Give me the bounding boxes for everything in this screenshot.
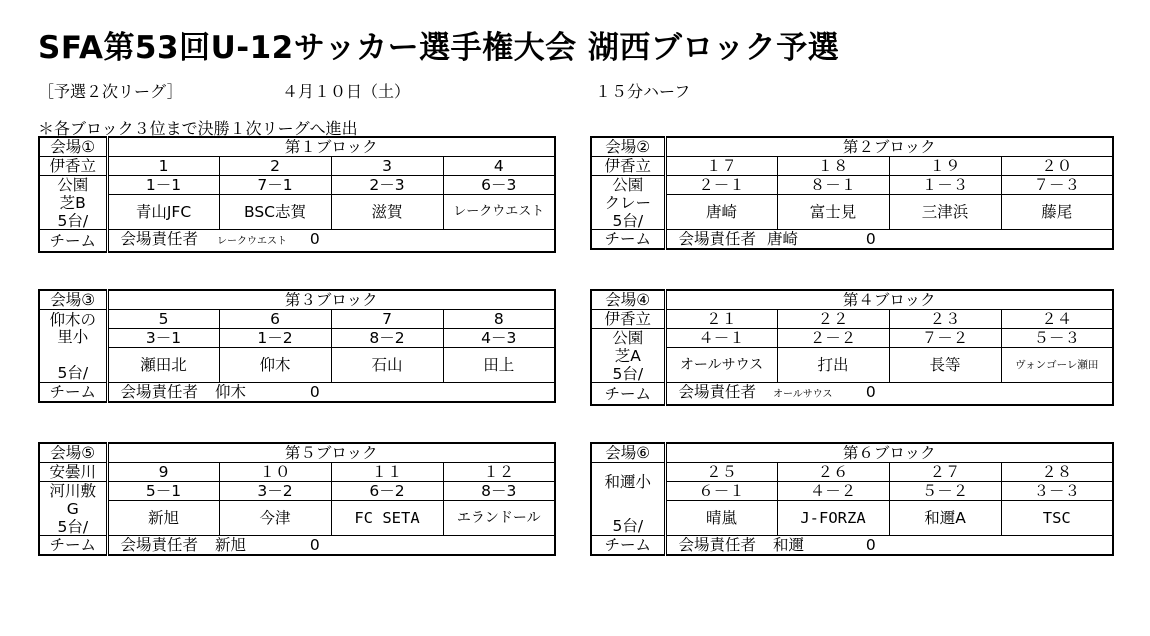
team-number: 1 — [107, 157, 219, 176]
capacity-label: 5台/ — [591, 501, 665, 536]
responsible-row — [107, 383, 555, 403]
venue-line: 仰木の — [49, 310, 96, 329]
venue-line: 伊香立 — [591, 310, 665, 329]
team-number: ２３ — [889, 310, 1001, 329]
team-record: ４－２ — [777, 482, 889, 501]
team-number: 5 — [107, 310, 219, 329]
block-1 — [38, 136, 556, 253]
responsible-row — [107, 536, 555, 556]
team-number: 4 — [443, 157, 555, 176]
team-name: 新旭 — [107, 501, 219, 536]
team-record: 3－2 — [219, 482, 331, 501]
team-label: チーム — [591, 230, 665, 250]
team-number: ２６ — [777, 463, 889, 482]
team-number: ２２ — [777, 310, 889, 329]
venue-line: 公園 — [39, 176, 107, 195]
team-number: ２５ — [665, 463, 777, 482]
team-name: 石山 — [331, 348, 443, 383]
venue-line: クレー — [604, 194, 651, 212]
team-name: FC SETA — [331, 501, 443, 536]
team-name: オールサウス — [665, 348, 777, 383]
responsible-label: 会場責任者 — [678, 536, 757, 554]
responsible-team: 新旭 — [214, 536, 246, 554]
responsible-count: 0 — [309, 536, 320, 554]
venue-line: 安曇川 — [39, 463, 107, 482]
team-label: チーム — [39, 230, 107, 253]
team-number: ２４ — [1001, 310, 1113, 329]
responsible-count: 0 — [865, 536, 876, 554]
responsible-count: 0 — [865, 383, 876, 401]
responsible-label: 会場責任者 — [678, 383, 757, 401]
team-number: ２８ — [1001, 463, 1113, 482]
team-number: 6 — [219, 310, 331, 329]
venue-number: 会場⑥ — [591, 443, 665, 463]
venue-line: 公園 — [591, 329, 665, 348]
venue-number: 会場④ — [591, 290, 665, 310]
responsible-row — [665, 383, 1113, 406]
team-label: チーム — [39, 536, 107, 556]
venue-line: 公園 — [591, 176, 665, 195]
venue-line: 芝A — [614, 347, 641, 365]
half-label: １５分ハーフ — [595, 82, 691, 101]
team-record: ２－２ — [777, 329, 889, 348]
team-record: １－３ — [889, 176, 1001, 195]
team-name: 滋賀 — [331, 195, 443, 230]
block-4 — [590, 289, 1114, 406]
page-title: SFA第53回U-12サッカー選手権大会 湖西ブロック予選 — [38, 30, 840, 66]
block-5 — [38, 442, 556, 556]
team-number: １０ — [219, 463, 331, 482]
team-record: ３－３ — [1001, 482, 1113, 501]
venue-line: 河川敷 — [39, 482, 107, 501]
responsible-label: 会場責任者 — [120, 230, 199, 248]
team-name: 晴嵐 — [665, 501, 777, 536]
team-record: 8－3 — [443, 482, 555, 501]
responsible-count: 0 — [309, 383, 320, 401]
team-record: 6－2 — [331, 482, 443, 501]
team-number: 7 — [331, 310, 443, 329]
team-label: チーム — [591, 383, 665, 406]
venue-line: 芝B — [59, 194, 86, 212]
venue-number: 会場⑤ — [39, 443, 107, 463]
team-name: BSC志賀 — [219, 195, 331, 230]
team-record: 6－3 — [443, 176, 555, 195]
team-record: 2－3 — [331, 176, 443, 195]
responsible-count: 0 — [865, 230, 876, 248]
block-3 — [38, 289, 556, 403]
responsible-label: 会場責任者 — [678, 230, 757, 248]
team-record: 5－1 — [107, 482, 219, 501]
team-number: 2 — [219, 157, 331, 176]
stage-label: ［予選２次リーグ］ — [38, 82, 183, 101]
responsible-team: 仰木 — [214, 383, 246, 401]
venue-number: 会場① — [39, 137, 107, 157]
team-label: チーム — [39, 383, 107, 403]
team-name: TSC — [1001, 501, 1113, 536]
team-name: 富士見 — [777, 195, 889, 230]
team-number: １１ — [331, 463, 443, 482]
responsible-row — [665, 230, 1113, 250]
team-name: 今津 — [219, 501, 331, 536]
team-record: 4－3 — [443, 329, 555, 348]
capacity-label: 5台/ — [39, 348, 107, 383]
team-record: 7－1 — [219, 176, 331, 195]
block-2 — [590, 136, 1114, 250]
team-number: １７ — [665, 157, 777, 176]
capacity-label: 5台/ — [612, 364, 644, 383]
team-number: １８ — [777, 157, 889, 176]
team-name: ヴォンゴーレ瀬田 — [1001, 348, 1113, 383]
team-record: ２－１ — [665, 176, 777, 195]
capacity-label: 5台/ — [57, 517, 89, 536]
team-name: 瀬田北 — [107, 348, 219, 383]
responsible-label: 会場責任者 — [120, 536, 199, 554]
team-name: エランドール — [443, 501, 555, 536]
responsible-team: 和邇 — [772, 536, 804, 554]
team-record: ５－３ — [1001, 329, 1113, 348]
team-name: 藤尾 — [1001, 195, 1113, 230]
team-record: ７－３ — [1001, 176, 1113, 195]
team-record: 1－2 — [219, 329, 331, 348]
responsible-label: 会場責任者 — [120, 383, 199, 401]
responsible-team: オールサウス — [772, 389, 833, 400]
block-name: 第１ブロック — [107, 137, 555, 157]
block-6 — [590, 442, 1114, 556]
responsible-team: レークウエスト — [216, 236, 287, 247]
venue-line: G — [66, 500, 79, 518]
block-name: 第４ブロック — [665, 290, 1113, 310]
responsible-row — [665, 536, 1113, 556]
team-name: 田上 — [443, 348, 555, 383]
team-record: 8－2 — [331, 329, 443, 348]
team-name: 三津浜 — [889, 195, 1001, 230]
team-record: ７－２ — [889, 329, 1001, 348]
team-name: レークウエスト — [443, 195, 555, 230]
team-record: 3－1 — [107, 329, 219, 348]
team-record: ８－１ — [777, 176, 889, 195]
advance-note: ＊各ブロック３位まで決勝１次リーグへ進出 — [38, 119, 358, 138]
venue-line: 伊香立 — [39, 157, 107, 176]
team-record: 1－1 — [107, 176, 219, 195]
venue-number: 会場③ — [39, 290, 107, 310]
venue-line: 伊香立 — [591, 157, 665, 176]
block-name: 第５ブロック — [107, 443, 555, 463]
team-number: ２０ — [1001, 157, 1113, 176]
team-number: ２７ — [889, 463, 1001, 482]
venue-number: 会場② — [591, 137, 665, 157]
block-name: 第３ブロック — [107, 290, 555, 310]
capacity-label: 5台/ — [612, 211, 644, 230]
team-name: 仰木 — [219, 348, 331, 383]
team-number: 8 — [443, 310, 555, 329]
team-name: 唐崎 — [665, 195, 777, 230]
capacity-label: 5台/ — [57, 211, 89, 230]
team-record: ６－１ — [665, 482, 777, 501]
team-name: 打出 — [777, 348, 889, 383]
team-number: １９ — [889, 157, 1001, 176]
team-name: 長等 — [889, 348, 1001, 383]
team-record: ５－２ — [889, 482, 1001, 501]
team-name: J-FORZA — [777, 501, 889, 536]
responsible-team: 唐崎 — [766, 230, 798, 248]
team-number: ２１ — [665, 310, 777, 329]
team-number: 9 — [107, 463, 219, 482]
responsible-count: 0 — [309, 230, 320, 248]
block-name: 第２ブロック — [665, 137, 1113, 157]
team-number: 3 — [331, 157, 443, 176]
team-number: １２ — [443, 463, 555, 482]
venue-line: 里小 — [57, 327, 89, 346]
date-label: ４月１０日（土） — [282, 82, 411, 101]
team-record: ４－１ — [665, 329, 777, 348]
responsible-row — [107, 230, 555, 253]
venue-line: 和邇小 — [591, 463, 665, 501]
block-name: 第６ブロック — [665, 443, 1113, 463]
team-label: チーム — [591, 536, 665, 556]
team-name: 青山JFC — [107, 195, 219, 230]
team-name: 和邇A — [889, 501, 1001, 536]
